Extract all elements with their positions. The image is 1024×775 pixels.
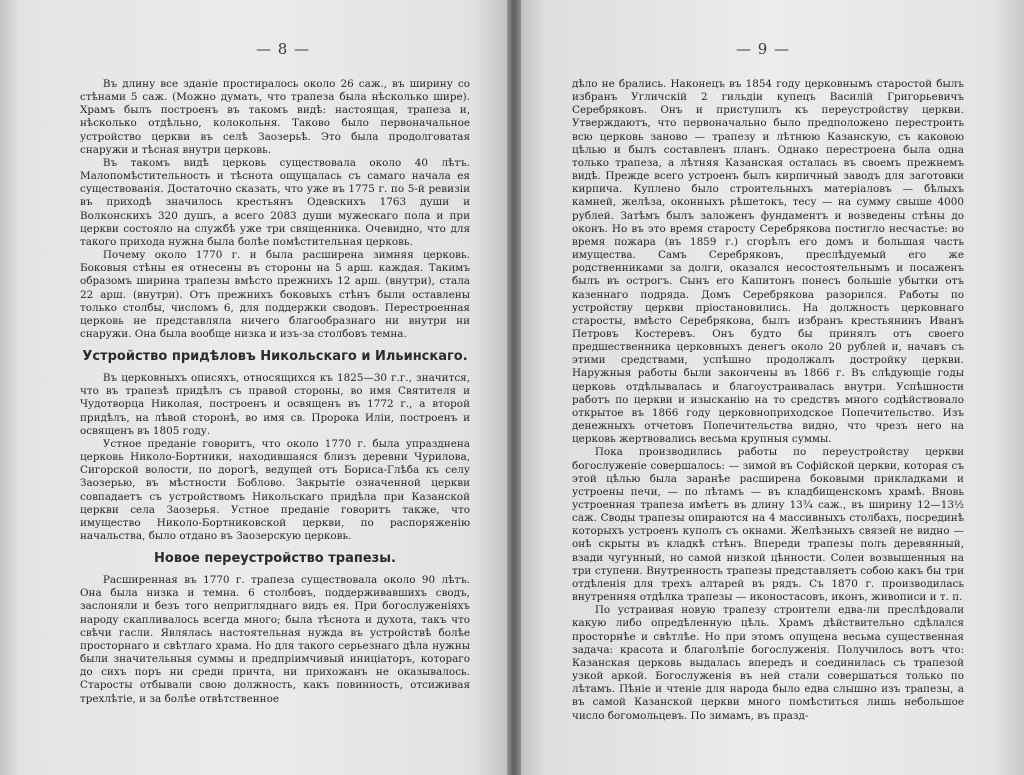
right-page: [514, 0, 1024, 775]
paragraph: Въ церковныхъ описяхъ, относящихся къ 1825—30 г.г., значится, что въ трапезѣ придѣлъ съ правой стороны, во имя Святителя и Чудотворца Николая, построенъ и освященъ въ 1772 г., а второй придѣлъ, на лѣвой сторонѣ, во имя св. Пророка Иліи, построенъ и освященъ въ 1805 году.: [80, 372, 470, 437]
paragraph: Въ такомъ видѣ церковь существовала около 40 лѣтъ. Малопомѣстительность и тѣснота ощущалась съ самаго начала ея существованія. Достаточно сказать, что уже въ 1775 г. по 5-й ревизіи въ приходѣ значилось крестьянъ Одевскихъ 1763 души и Волконскихъ 320 душъ, а всего 2083 души мужескаго пола и при церкви состояло на службѣ уже три священника. Очевидно, что для такого прихода нужна была болѣе помѣстительная церковь.: [80, 156, 470, 248]
paragraph: Расширенная въ 1770 г. трапеза существовала около 90 лѣтъ. Она была низка и темна. 6 столбовъ, поддерживавшихъ сводъ, заслоняли и безъ того непригляднаго видъ ея. При богослуженіяхъ народу скапливалось всегда много; была тѣснота и духота, такъ что свѣчи гасли. Являлась настоятельная нужда въ устройствѣ болѣе просторнаго и свѣтлаго храма. Но для такого серьезнаго дѣла нужны были значительныя суммы и предпріимчивый иниціаторъ, котораго до сихъ поръ ни среди причта, ни прихожанъ не оказывалось. Старосты отбывали свою должность, какъ повинность, отсиживая трехлѣтіе, и за болѣе отвѣтственное: [80, 574, 470, 705]
paragraph: Пока производились работы по переустройству церкви богослуженіе совершалось: — зимой въ Софійской церкви, которая съ этой цѣлью была заранѣе расширена боковыми прикладками и устроены печи, — по лѣтамъ — въ кладбищенскомъ храмѣ. Вновь устроенная трапеза имѣетъ въ длину 13¾ саж., въ ширину 12—13½ саж. Своды трапезы опираются на 4 массивныхъ столбахъ, посрединѣ которыхъ устроенъ куполъ съ окнами. Желѣзныхъ связей не видно — онѣ скрыты въ кладкѣ стѣнъ. Впереди трапезы полъ деревянный, взади чугунный, но самой низкой цѣнности. Солеи возвышенныя на три ступени. Внутренность трапезы представляетъ собою какъ бы три отдѣленія для трехъ алтарей въ рядъ. Съ 1870 г. производилась внутренняя отдѣлка трапезы — иконостасовъ, иконъ, живописи и т. п.: [572, 446, 964, 604]
section-heading-chapels: Устройство придѣловъ Никольскаго и Ильинскаго.: [82, 349, 468, 365]
paragraph: Въ длину все зданіе простиралось около 26 саж., въ ширину со стѣнами 5 саж. (Можно думать, что трапеза была нѣсколько шире). Храмъ былъ построенъ въ такомъ видѣ: настоящая, трапеза и, нѣсколько отдѣльно, колокольня. Таково было первоначальное устройство церкви въ селѣ Заозерьѣ. Это была продолговатая снаружи и тѣсная внутри церковь.: [80, 78, 470, 156]
section-heading-refectory: Новое переустройство трапезы.: [154, 551, 396, 567]
paragraph: Устное преданіе говоритъ, что около 1770 г. была упразднена церковь Николо-Бортники, находившаяся близъ деревни Чурилова, Сигорской волости, по дорогѣ, ведущей отъ Бориса-Глѣба къ селу Заозерью, въ мѣстности Боблово. Закрытіе означенной церкви совпадаетъ съ устройствомъ Никольскаго придѣла при Казанской церкви села Заозерья. Устное преданіе говоритъ также, что имущество Николо-Бортниковской церкви, по распоряженію начальства, было отдано въ Заозерскую церковь.: [80, 437, 470, 542]
paragraph: Почему около 1770 г. и была расширена зимняя церковь. Боковыя стѣны ея отнесены въ стороны на 5 арш. каждая. Такимъ образомъ ширина трапезы вмѣсто прежнихъ 12 арш. (внутри), стала 22 арш. (внутри). Отъ прежнихъ боковыхъ стѣнъ были оставлены только столбы, числомъ 6, для поддержки сводовъ. Перестроенная церковь не представляла ничего благообразнаго ни внутри ни снаружи. Она была вообще низка и изъ-за столбовъ темна.: [80, 249, 470, 340]
page-number-right: — 9 —: [736, 40, 791, 58]
right-page-text: [572, 78, 964, 723]
book-gutter: [507, 0, 521, 775]
paragraph: По устраивая новую трапезу строители едва-ли преслѣдовали какую либо опредѣленную цѣль. Храмъ дѣйствительно сдѣлался просторнѣе и свѣтлѣе. Но при этомъ опущена весьма существенная задача: красота и благолѣпіе богослуженія. Получилось вотъ что: Казанская церковь выдалась впередъ и соединилась съ трапезой узкой аркой. Богослуженія въ ней стали совершаться только по лѣтамъ. Пѣніе и чтеніе для народа было едва слышно изъ трапезы, а въ самой Казанской церкви много помѣститься лишь небольшое число богомольцевъ. По зимамъ, въ празд-: [572, 604, 964, 722]
left-page-text: [80, 78, 470, 706]
paragraph: дѣло не брались. Наконецъ въ 1854 году церковнымъ старостой былъ избранъ Угличскій 2 гильдіи купецъ Василій Григорьевичъ Серебряковъ. Онъ и приступилъ къ переустройству церкви. Утверждаютъ, что первоначально было предположено перестроить всю церковь заново — трапезу и лѣтнюю Казанскую, съ каковою цѣлью и былъ составленъ планъ. Однако перестроена была одна только трапеза, а лѣтняя Казанская осталась въ своемъ прежнемъ видѣ. Прежде всего устроенъ былъ кирпичный заводъ для заготовки кирпича. Куплено было строительныхъ матеріаловъ — бѣлыхъ камней, желѣза, оконныхъ рѣшетокъ, тесу — на сумму свыше 4000 рублей. Затѣмъ былъ заложенъ фундаментъ и возведены стѣны до оконъ. Но въ это время старосту Серебрякова постигло несчастье: во время пожара (въ 1859 г.) сгорѣлъ его домъ и большая часть имущества. Самъ Серебряковъ, преслѣдуемый его же родственниками за долги, оказался несостоятельнымъ и посаженъ былъ въ острогъ. Сынъ его Капитонъ понесъ большіе убытки отъ казеннаго подряда. Домъ Серебрякова разорился. Работы по устройству церкви пріостановились. На должность церковнаго старосты, вмѣсто Серебрякова, былъ избранъ крестьянинъ Иванъ Петровъ Костеревъ. Онъ будто бы принялъ отъ своего предшественника церковныхъ денегъ около 20 рублей и, начавъ съ этими средствами, успѣшно продолжалъ достройку церкви. Наружныя работы были закончены въ 1866 г. Въ слѣдующіе годы церковь отдѣлывалась и благоустраивалась внутри. Успѣшности работъ по церкви и изысканію на то средствъ много содѣйствовало открытое въ 1866 году церковноприходское Попечительство. Изъ денежныхъ отчетовъ Попечительства видно, что чрезъ него на церковь жертвовались весьма крупныя суммы.: [572, 78, 964, 446]
page-number-left: — 8 —: [256, 40, 311, 58]
